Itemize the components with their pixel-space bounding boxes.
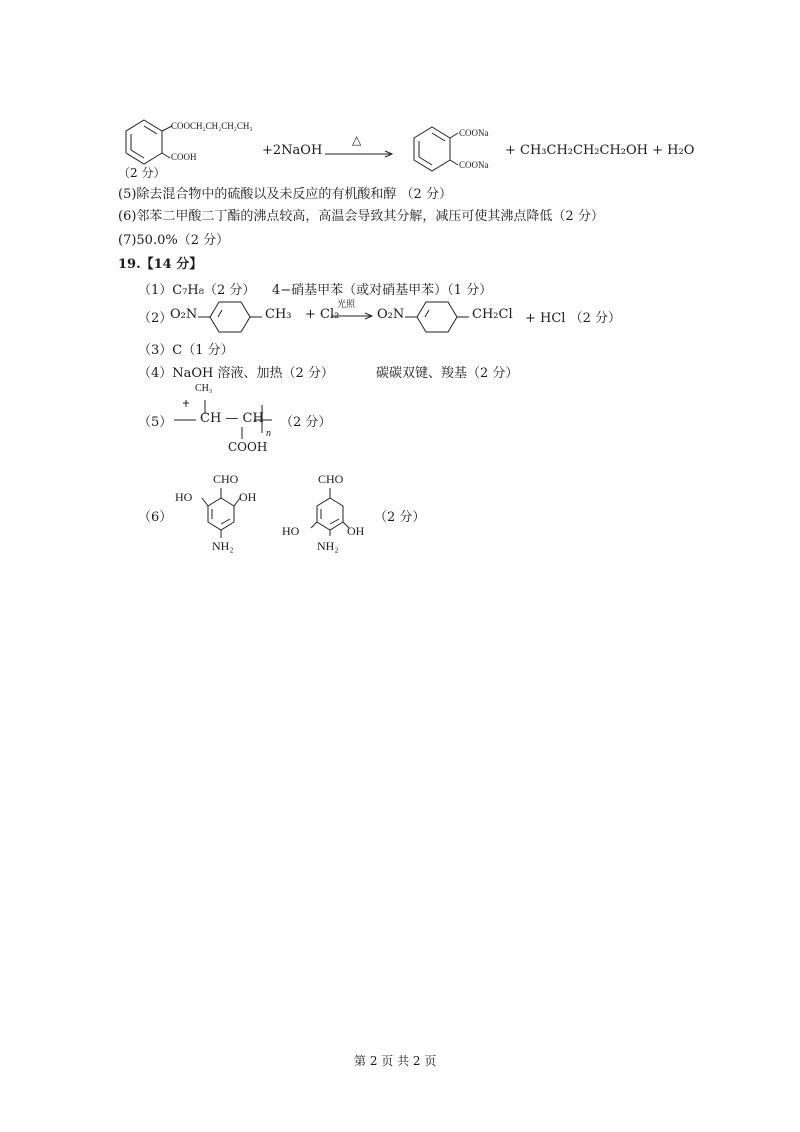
q19-part2-tail: + HCl （2 分） (525, 311, 622, 326)
phthalate-salt-benzene-ring (408, 125, 456, 173)
polymer-main-chain: CH — CH (200, 411, 264, 426)
q19-part1-formula: （1）C₇H₈（2 分） (138, 283, 256, 298)
product-nitro-group: O₂N (377, 307, 405, 322)
product-chloromethyl-group: CH₂Cl (472, 307, 513, 322)
page-footer: 第 2 页 共 2 页 (354, 1054, 437, 1068)
question-19-header: 19.【14 分】 (118, 257, 203, 272)
answer-7: (7)50.0%（2 分） (118, 233, 230, 248)
score-reaction-1: （2 分） (118, 166, 166, 180)
answer-6: (6)邻苯二甲酸二丁酯的沸点较高，高温会导致其分解，减压可使其沸点降低（2 分） (118, 209, 604, 224)
ester-substituent: COOCH₂CH₂CH₂CH₃ (171, 121, 253, 131)
nitrobenzyl-chloride-benzene-ring (405, 300, 471, 334)
structure2-hydroxyl-left: HO (282, 524, 300, 538)
q19-part4-left: （4）NaOH 溶液、加热（2 分） (138, 366, 334, 381)
q19-part6-label: （6） (138, 510, 173, 525)
structure1-amino: NH₂ (212, 539, 234, 553)
reaction-arrow-2 (331, 312, 375, 322)
reactant-nitro-group: O₂N (170, 307, 198, 322)
nitrotoluene-benzene-ring (198, 300, 264, 334)
polymer-repeat-n: n (266, 428, 271, 439)
q19-part5-label: （5） (138, 415, 173, 430)
reagent-chlorine: + Cl₂ (305, 307, 340, 322)
polymer-carboxyl-group: COOH (228, 440, 268, 454)
structure1-hydroxyl-right: OH (239, 490, 257, 504)
reactant-methyl-group: CH₃ (265, 307, 292, 322)
salt-top-substituent: COONa (459, 128, 489, 138)
heat-condition: △ (352, 133, 362, 147)
structure2-amino: NH₂ (317, 539, 339, 553)
reaction-arrow-1 (325, 150, 395, 160)
q19-part3: （3）C（1 分） (138, 343, 234, 358)
structure2-hydroxyl-right: OH (347, 524, 365, 538)
q19-part1-name: 4−硝基甲苯（或对硝基甲苯）（1 分） (272, 283, 493, 298)
reaction-1-products: + CH₃CH₂CH₂CH₂OH + H₂O (505, 143, 695, 158)
salt-bottom-substituent: COONa (459, 160, 489, 170)
q19-part6-score: （2 分） (374, 510, 426, 525)
diester-benzene-ring (120, 118, 168, 166)
structure1-aldehyde: CHO (213, 472, 239, 486)
reagent-naoh: +2NaOH (262, 143, 323, 158)
light-condition: 光照 (337, 299, 356, 309)
answer-5: (5)除去混合物中的硫酸以及未反应的有机酸和醇 （2 分） (118, 187, 452, 202)
acid-substituent: COOH (171, 152, 197, 162)
structure1-benzene-ring (196, 484, 246, 544)
q19-part4-right: 碳碳双键、羧基（2 分） (376, 366, 519, 381)
structure2-aldehyde: CHO (318, 472, 344, 486)
q19-part5-score: （2 分） (280, 415, 332, 430)
q19-part2-label: （2） (138, 311, 173, 326)
structure1-hydroxyl-left: HO (175, 490, 193, 504)
polymer-methyl-group: CH₃ (195, 383, 213, 394)
